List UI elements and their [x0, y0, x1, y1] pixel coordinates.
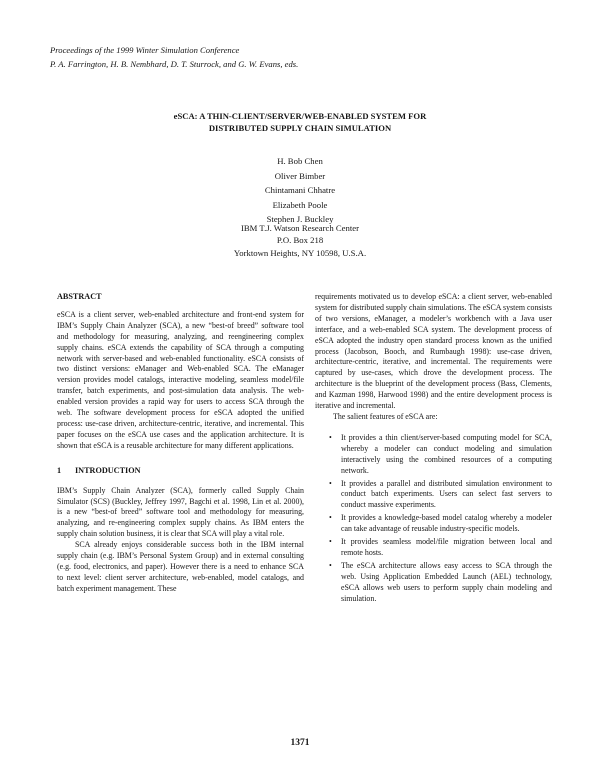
list-item	[315, 513, 552, 535]
intro-paragraph-2: SCA already enjoys considerable success both in the IBM internal supply chain (e.g. IBM’s Personal System Group) and in external consulting (e.g. food, electronics, and paper). However there is a need to enhance SCA to next level: client server architecture, web-enabled, model catalogs, and batch experiment management. These	[57, 540, 304, 593]
introduction-heading	[57, 466, 304, 477]
list-item	[315, 537, 552, 559]
list-item-text: It provides a knowledge-based model catalog whereby a modeler can take advantage of reusable industry-specific models.	[341, 513, 552, 534]
author-name: H. Bob Chen	[277, 156, 323, 166]
left-column	[57, 292, 304, 595]
affiliation-org: IBM T.J. Watson Research Center	[240, 223, 359, 233]
bullet-icon: •	[329, 478, 332, 488]
list-item	[315, 433, 552, 477]
list-item	[315, 479, 552, 512]
bullet-icon: •	[329, 432, 332, 442]
bullet-icon: •	[329, 537, 332, 547]
affiliation	[0, 222, 600, 259]
list-item-text: The eSCA architecture allows easy access to SCA through the web. Using Application Embedded Launch (AEL) technology, eSCA allows web users to perform supply chain modeling and simulation.	[341, 560, 552, 603]
right-paragraph-1: requirements motivated us to develop eSCA: a client server, web-enabled system for distributed supply chain simulations. The eSCA system consists of two versions, eManager, a modeler’s workbench with a Java user interface, and a web-enabled SCA system. The development process of eSCA adopted the industry open standard process known as the unified process (Jacobson, Booch, and Rumbaugh 1998): use-case driven, architecture-centric, iterative, and incremental. The requirements were captured by use-cases, which drove the development process. The architecture is the blueprint of the development process (Bass, Clements, and Kazman 1998, Harwood 1998) and the entire development process is iterative and incremental.	[315, 292, 552, 411]
author-list	[0, 154, 600, 227]
author-name: Chintamani Chhatre	[264, 185, 336, 196]
intro-paragraph-1: IBM’s Supply Chain Analyzer (SCA), formerly called Supply Chain Simulator (SCS) (Buckley, Jeffrey 1997, Bagchi et al. 1998, Lin et al. 2000), is a new “best-of breed” software tool and methodology for measuring, analyzing, and re-engineering complex supply chains. As IBM enters the supply chain solution business, it is clear that SCA will play a vital role.	[57, 485, 304, 539]
author-name: Elizabeth Poole	[272, 199, 328, 210]
title-line-2: DISTRIBUTED SUPPLY CHAIN SIMULATION	[208, 123, 392, 133]
affiliation-city: Yorktown Heights, NY 10598, U.S.A.	[233, 247, 367, 258]
list-item	[315, 561, 552, 605]
author-name: Stephen J. Buckley	[266, 214, 334, 225]
page-number: 1371	[290, 738, 310, 748]
section-title: INTRODUCTION	[75, 465, 141, 475]
proceedings-header	[50, 43, 298, 71]
list-item-text: It provides a thin client/server-based computing model for SCA, whereby a modeler can conduct modeling and simulation interactively using the combined resources of a computing network.	[341, 432, 552, 475]
list-item-text: It provides seamless model/file migration between local and remote hosts.	[341, 537, 552, 557]
paper-title	[0, 110, 600, 134]
title-line-1: eSCA: A THIN-CLIENT/SERVER/WEB-ENABLED SYSTEM FOR	[173, 111, 427, 121]
bullet-icon: •	[329, 560, 332, 570]
abstract-text: eSCA is a client server, web-enabled architecture and front-end system for IBM’s Supply Chain Analyzer (SCA), a new “best-of breed” software tool and methodology for measuring, analyzing, and reengineering complex supply chains. eSCA extends the capability of SCA through a computing network with server-based and web-enabled functionality. eSCA consists of two distinct versions: eManager and Web-enabled SCA. The eManager version provides model catalogs, interactive modeling, seamless model/file transfer, batch experiments, and post-simulation data analysis. The web-enabled version provides a rapid way for users to access SCA through the web. The software development process for eSCA adopted the unified process: use-case driven, architecture-centric, iterative, and incremental. This paper focuses on the eSCA use cases and the application architecture. It is shown that eSCA is a reusable architecture for many different applications.	[57, 309, 304, 450]
bullet-icon: •	[329, 513, 332, 523]
author-name: Oliver Bimber	[274, 170, 326, 181]
features-intro: The salient features of eSCA are:	[333, 411, 438, 421]
features-list	[315, 433, 552, 605]
affiliation-box: P.O. Box 218	[276, 235, 324, 246]
proceedings-line-1: Proceedings of the 1999 Winter Simulation Conference	[50, 45, 240, 55]
list-item-text: It provides a parallel and distributed simulation environment to conduct batch experiments. Users can select fast servers to conduct massive experiments.	[341, 478, 552, 510]
right-column	[315, 292, 552, 606]
section-number: 1	[57, 465, 62, 475]
abstract-heading: ABSTRACT	[57, 292, 102, 301]
proceedings-editors: P. A. Farrington, H. B. Nembhard, D. T. Sturrock, and G. W. Evans, eds.	[50, 59, 299, 69]
